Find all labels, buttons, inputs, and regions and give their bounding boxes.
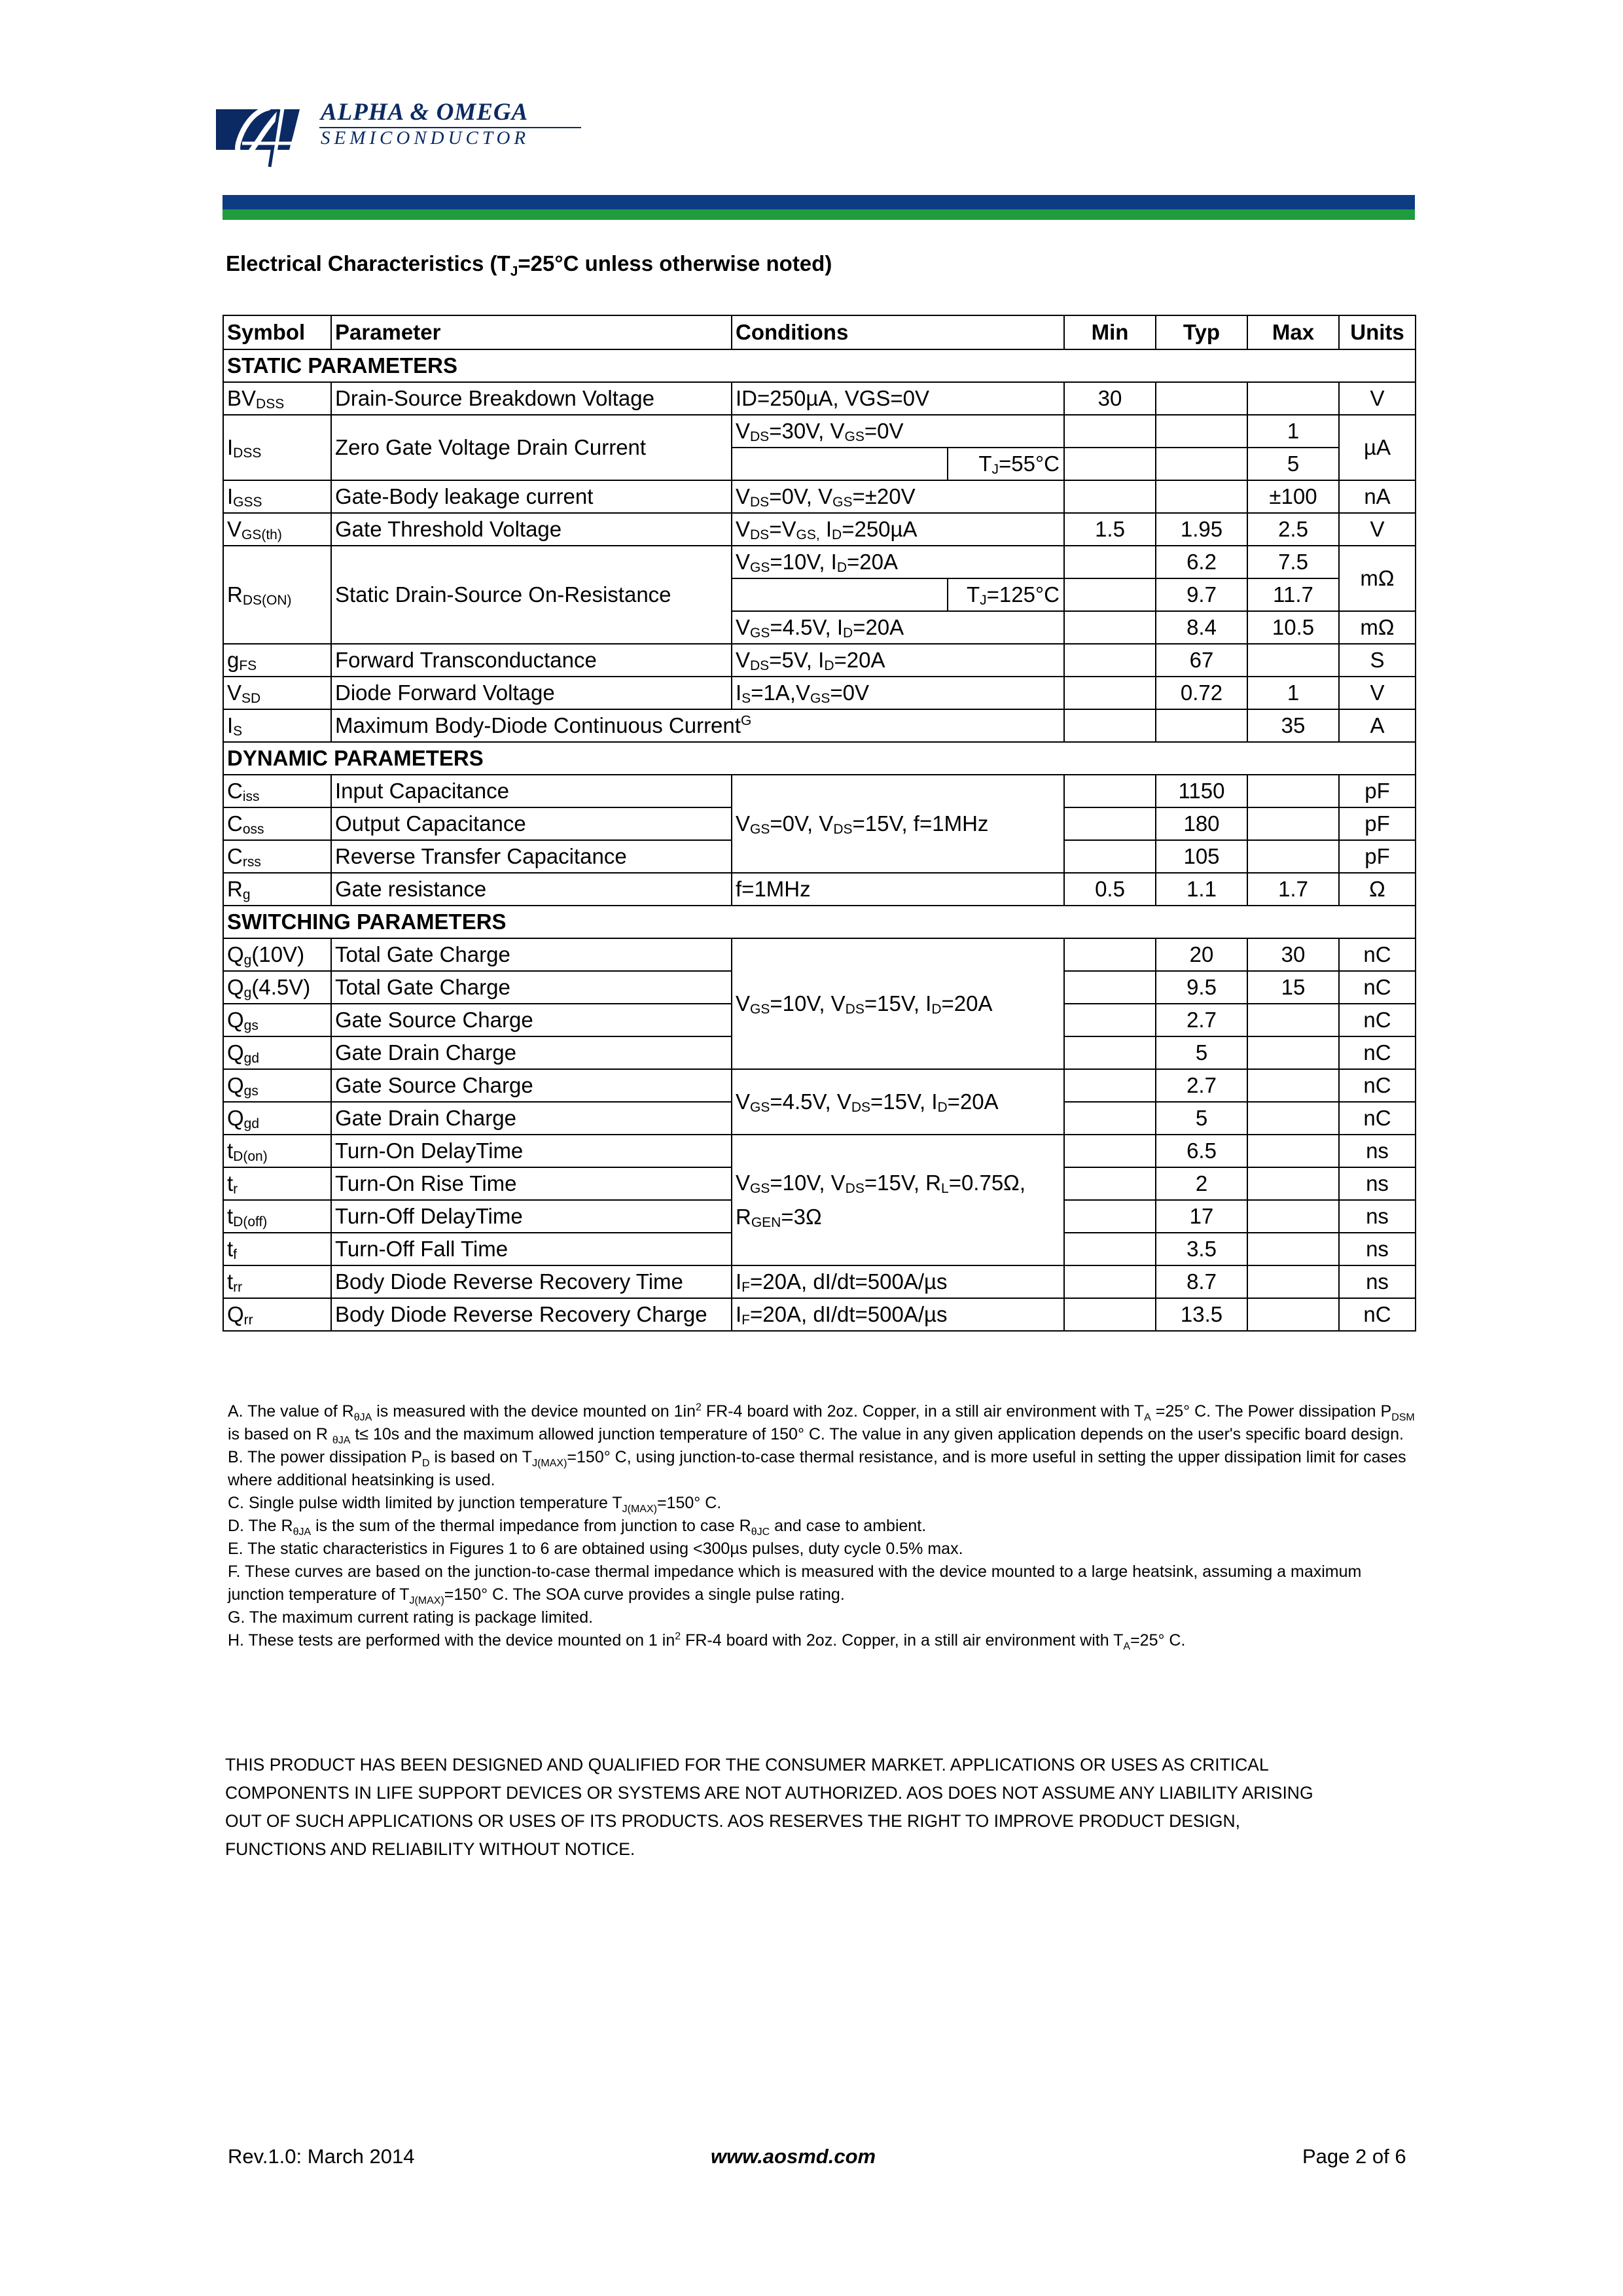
table-row xyxy=(223,415,1416,448)
max-cell xyxy=(1247,840,1339,873)
max-cell xyxy=(1247,1265,1339,1298)
parameter-cell: Zero Gate Voltage Drain Current xyxy=(331,415,732,480)
section-dynamic: DYNAMIC PARAMETERS xyxy=(223,742,1416,775)
max-cell xyxy=(1247,1102,1339,1135)
conditions-cell: $I_F=20A$, dI/dt=500A/µs xyxy=(732,1298,1064,1331)
max-cell: 10.5 xyxy=(1247,611,1339,644)
max-cell xyxy=(1247,644,1339,677)
conditions-cell: $V_{DS}=V_{GS,}$ $I_D=250\mu A$ xyxy=(732,513,1064,546)
conditions-cell: $V_{GS}=10V$, $V_{DS}=15V$, $I_D=20A$ xyxy=(732,938,1064,1069)
footer-revision: Rev.1.0: March 2014 xyxy=(228,2145,415,2168)
typ-cell: 9.5 xyxy=(1156,971,1247,1004)
symbol-cell: $t_{D(off)}$ xyxy=(223,1200,331,1233)
max-cell: 7.5 xyxy=(1247,546,1339,578)
typ-cell: 180 xyxy=(1156,807,1247,840)
min-cell xyxy=(1064,1233,1156,1265)
typ-cell xyxy=(1156,480,1247,513)
section-switching: SWITCHING PARAMETERS xyxy=(223,906,1416,938)
units-cell: ns xyxy=(1339,1265,1416,1298)
units-cell: ns xyxy=(1339,1200,1416,1233)
symbol-cell: $BV_{DSS}$ xyxy=(223,382,331,415)
header-units: Units xyxy=(1339,315,1416,349)
parameter-cell: Gate Drain Charge xyxy=(331,1102,732,1135)
disclaimer-line: COMPONENTS IN LIFE SUPPORT DEVICES OR SYSTEMS ARE NOT AUTHORIZED. AOS DOES NOT ASSUME ANY LIABILITY ARISING xyxy=(225,1783,1313,1803)
typ-cell xyxy=(1156,709,1247,742)
symbol-cell: $t_f$ xyxy=(223,1233,331,1265)
logo-brand-name: ALPHA & OMEGA xyxy=(321,99,529,126)
table-row xyxy=(223,1265,1416,1298)
units-cell: nC xyxy=(1339,1102,1416,1135)
typ-cell: 0.72 xyxy=(1156,677,1247,709)
max-cell xyxy=(1247,382,1339,415)
units-cell: Ω xyxy=(1339,873,1416,906)
note-a: A. The value of $R_{\theta JA}$ is measured with the device mounted on $1in^2$ FR-4 board with 2oz. Copper, in a still air environment with $T_A =25^\circ$ C. The Power dissipation $P_{DSM}$ is based on R $_{\theta JA}$ t≤ 10s and the maximum allowed junction temperature of 150° C. The value in any given application depends on the user's specific board design. xyxy=(228,1402,1415,1446)
min-cell xyxy=(1064,578,1156,611)
max-cell: 1 xyxy=(1247,415,1339,448)
table-row xyxy=(223,677,1416,709)
typ-cell: 2.7 xyxy=(1156,1004,1247,1036)
max-cell: 1.7 xyxy=(1247,873,1339,906)
symbol-cell: $I_S$ xyxy=(223,709,331,742)
symbol-cell: $t_{rr}$ xyxy=(223,1265,331,1298)
symbol-cell: $C_{rss}$ xyxy=(223,840,331,873)
max-cell xyxy=(1247,1069,1339,1102)
typ-cell: 3.5 xyxy=(1156,1233,1247,1265)
min-cell xyxy=(1064,448,1156,480)
symbol-cell: $V_{SD}$ xyxy=(223,677,331,709)
parameter-cell: Diode Forward Voltage xyxy=(331,677,732,709)
symbol-cell: $Q_{rr}$ xyxy=(223,1298,331,1331)
note-b: B. The power dissipation $P_D$ is based on $T_{J(MAX)}=150^\circ$ C, using junction-to-case thermal resistance, and is more useful in setting the upper dissipation limit for cases where additional heatsinking is used. xyxy=(228,1448,1406,1489)
max-cell xyxy=(1247,1200,1339,1233)
conditions-cell: $I_S=1A,V_{GS}=0V$ xyxy=(732,677,1064,709)
max-cell xyxy=(1247,1004,1339,1036)
header-band-green xyxy=(223,209,1415,220)
section-row xyxy=(223,742,1416,775)
units-cell: µA xyxy=(1339,415,1416,480)
units-cell: V xyxy=(1339,382,1416,415)
min-cell: 0.5 xyxy=(1064,873,1156,906)
parameter-cell: Gate Source Charge xyxy=(331,1004,732,1036)
min-cell xyxy=(1064,1200,1156,1233)
min-cell xyxy=(1064,644,1156,677)
table-row xyxy=(223,1069,1416,1102)
parameter-cell: Turn-Off Fall Time xyxy=(331,1233,732,1265)
typ-cell: 105 xyxy=(1156,840,1247,873)
typ-cell: 17 xyxy=(1156,1200,1247,1233)
max-cell: 5 xyxy=(1247,448,1339,480)
min-cell xyxy=(1064,1167,1156,1200)
table-row xyxy=(223,546,1416,578)
min-cell: 30 xyxy=(1064,382,1156,415)
typ-cell xyxy=(1156,448,1247,480)
header-typ: Typ xyxy=(1156,315,1247,349)
conditions-cell: ID=250µA, VGS=0V xyxy=(732,382,1064,415)
max-cell xyxy=(1247,1298,1339,1331)
max-cell xyxy=(1247,807,1339,840)
units-cell: S xyxy=(1339,644,1416,677)
typ-cell: 5 xyxy=(1156,1036,1247,1069)
typ-cell: 5 xyxy=(1156,1102,1247,1135)
symbol-cell: $g_{FS}$ xyxy=(223,644,331,677)
typ-cell: 8.4 xyxy=(1156,611,1247,644)
symbol-cell: $Q_g(10V)$ xyxy=(223,938,331,971)
symbol-cell: $R_g$ xyxy=(223,873,331,906)
section-row xyxy=(223,349,1416,382)
units-cell: ns xyxy=(1339,1135,1416,1167)
max-cell: 15 xyxy=(1247,971,1339,1004)
table-row xyxy=(223,480,1416,513)
table-row xyxy=(223,873,1416,906)
table-row xyxy=(223,709,1416,742)
units-cell: nC xyxy=(1339,1004,1416,1036)
typ-cell: 1150 xyxy=(1156,775,1247,807)
max-cell: 30 xyxy=(1247,938,1339,971)
symbol-cell: $t_r$ xyxy=(223,1167,331,1200)
typ-cell: 2.7 xyxy=(1156,1069,1247,1102)
parameter-cell: Total Gate Charge xyxy=(331,971,732,1004)
max-cell xyxy=(1247,1135,1339,1167)
units-cell: nC xyxy=(1339,971,1416,1004)
header-band-blue xyxy=(223,195,1415,209)
symbol-cell: $Q_{gs}$ xyxy=(223,1069,331,1102)
max-cell: 11.7 xyxy=(1247,578,1339,611)
symbol-cell: $Q_{gs}$ xyxy=(223,1004,331,1036)
conditions-cell: $V_{GS}=0V$, $V_{DS}=15V$, f=1MHz xyxy=(732,775,1064,873)
symbol-cell: $C_{oss}$ xyxy=(223,807,331,840)
disclaimer-line: OUT OF SUCH APPLICATIONS OR USES OF ITS PRODUCTS. AOS RESERVES THE RIGHT TO IMPROVE PRODUCT DESIGN, xyxy=(225,1811,1241,1831)
max-cell: 35 xyxy=(1247,709,1339,742)
conditions-cell: $V_{DS}=0V$, $V_{GS}=\pm 20V$ xyxy=(732,480,1064,513)
parameter-cell: Gate-Body leakage current xyxy=(331,480,732,513)
min-cell xyxy=(1064,775,1156,807)
min-cell xyxy=(1064,677,1156,709)
min-cell xyxy=(1064,709,1156,742)
conditions-cell: $I_F=20A$, dI/dt=500A/µs xyxy=(732,1265,1064,1298)
symbol-cell: $R_{DS(ON)}$ xyxy=(223,546,331,644)
parameter-cell: Gate Threshold Voltage xyxy=(331,513,732,546)
parameter-cell: Maximum Body-Diode Continuous Current$^G$ xyxy=(331,709,1064,742)
table-row xyxy=(223,513,1416,546)
units-cell: mΩ xyxy=(1339,546,1416,611)
units-cell: nC xyxy=(1339,1069,1416,1102)
units-cell: nC xyxy=(1339,1036,1416,1069)
header-parameter: Parameter xyxy=(331,315,732,349)
header-conditions: Conditions xyxy=(732,315,1064,349)
logo-subtitle: SEMICONDUCTOR xyxy=(321,128,530,149)
conditions-cell: $T_J=125^\circ C$ xyxy=(948,578,1064,611)
parameter-cell: Turn-On Rise Time xyxy=(331,1167,732,1200)
footnotes xyxy=(228,1400,1419,1652)
typ-cell: 2 xyxy=(1156,1167,1247,1200)
conditions-cell: $T_J=55^\circ C$ xyxy=(948,448,1064,480)
parameter-cell: Total Gate Charge xyxy=(331,938,732,971)
parameter-cell: Gate Source Charge xyxy=(331,1069,732,1102)
max-cell xyxy=(1247,775,1339,807)
note-f: F. These curves are based on the junction-to-case thermal impedance which is measured with the device mounted to a large heatsink, assuming a maximum junction temperature of $T_{J(MAX)}=150^\circ$ C. The SOA curve provides a single pulse rating. xyxy=(228,1563,1362,1606)
min-cell xyxy=(1064,971,1156,1004)
footer-page-number: Page 2 of 6 xyxy=(1302,2145,1406,2168)
min-cell xyxy=(1064,840,1156,873)
min-cell xyxy=(1064,807,1156,840)
typ-cell: 8.7 xyxy=(1156,1265,1247,1298)
section-static: STATIC PARAMETERS xyxy=(223,349,1416,382)
min-cell xyxy=(1064,1069,1156,1102)
electrical-characteristics-table xyxy=(223,315,1416,1332)
max-cell xyxy=(1247,1167,1339,1200)
note-d: D. The $R_{\theta JA}$ is the sum of the thermal impedance from junction to case $R_{\theta JC}$ and case to ambient. xyxy=(228,1517,927,1538)
units-cell: A xyxy=(1339,709,1416,742)
min-cell xyxy=(1064,611,1156,644)
units-cell: ns xyxy=(1339,1233,1416,1265)
max-cell xyxy=(1247,1036,1339,1069)
note-h: H. These tests are performed with the device mounted on 1 $in^2$ FR-4 board with 2oz. Copper, in a still air environment with $T_A=25^\circ$ C. xyxy=(228,1631,1186,1652)
table-row xyxy=(223,775,1416,807)
symbol-cell: $I_{DSS}$ xyxy=(223,415,331,480)
min-cell: 1.5 xyxy=(1064,513,1156,546)
conditions-cell: $V_{GS}=10V$, $I_D=20A$ xyxy=(732,546,1064,578)
units-cell: nC xyxy=(1339,938,1416,971)
typ-cell: 6.2 xyxy=(1156,546,1247,578)
conditions-cell-blank xyxy=(732,448,948,480)
min-cell xyxy=(1064,1135,1156,1167)
min-cell xyxy=(1064,938,1156,971)
note-e: E. The static characteristics in Figures 1 to 6 are obtained using <300µs pulses, duty cycle 0.5% max. xyxy=(228,1540,963,1558)
symbol-cell: $V_{GS(th)}$ xyxy=(223,513,331,546)
parameter-cell: Gate resistance xyxy=(331,873,732,906)
min-cell xyxy=(1064,546,1156,578)
typ-cell: 1.1 xyxy=(1156,873,1247,906)
page-title: Electrical Characteristics ($T_J=25^\circ C$ unless otherwise noted) xyxy=(226,251,832,279)
min-cell xyxy=(1064,415,1156,448)
table-row xyxy=(223,1135,1416,1167)
table-header-row xyxy=(223,315,1416,349)
symbol-cell: $Q_{gd}$ xyxy=(223,1036,331,1069)
header-max: Max xyxy=(1247,315,1339,349)
max-cell: ±100 xyxy=(1247,480,1339,513)
units-cell: pF xyxy=(1339,840,1416,873)
section-row xyxy=(223,906,1416,938)
units-cell: pF xyxy=(1339,807,1416,840)
units-cell: V xyxy=(1339,513,1416,546)
min-cell xyxy=(1064,480,1156,513)
conditions-cell-blank xyxy=(732,578,948,611)
typ-cell: 67 xyxy=(1156,644,1247,677)
typ-cell: 6.5 xyxy=(1156,1135,1247,1167)
conditions-cell: $V_{GS}=10V$, $V_{DS}=15V$, $R_L=0.75\Omega$, $R_{GEN}=3\Omega$ xyxy=(732,1135,1064,1265)
conditions-cell: $V_{GS}=4.5V$, $I_D=20A$ xyxy=(732,611,1064,644)
disclaimer-line: FUNCTIONS AND RELIABILITY WITHOUT NOTICE. xyxy=(225,1839,635,1859)
symbol-cell: $t_{D(on)}$ xyxy=(223,1135,331,1167)
units-cell: nC xyxy=(1339,1298,1416,1331)
min-cell xyxy=(1064,1298,1156,1331)
units-cell: nA xyxy=(1339,480,1416,513)
max-cell: 2.5 xyxy=(1247,513,1339,546)
typ-cell: 20 xyxy=(1156,938,1247,971)
typ-cell xyxy=(1156,415,1247,448)
parameter-cell: Forward Transconductance xyxy=(331,644,732,677)
typ-cell: 1.95 xyxy=(1156,513,1247,546)
note-c: C. Single pulse width limited by junction temperature $T_{J(MAX)}=150^\circ$ C. xyxy=(228,1494,722,1515)
table-row xyxy=(223,644,1416,677)
min-cell xyxy=(1064,1004,1156,1036)
symbol-cell: $Q_{gd}$ xyxy=(223,1102,331,1135)
parameter-cell: Body Diode Reverse Recovery Time xyxy=(331,1265,732,1298)
parameter-cell: Output Capacitance xyxy=(331,807,732,840)
footer-website-link[interactable]: www.aosmd.com xyxy=(711,2145,876,2168)
units-cell: ns xyxy=(1339,1167,1416,1200)
parameter-cell: Reverse Transfer Capacitance xyxy=(331,840,732,873)
disclaimer-line: THIS PRODUCT HAS BEEN DESIGNED AND QUALIFIED FOR THE CONSUMER MARKET. APPLICATIONS OR USES AS CRITICAL xyxy=(225,1755,1269,1775)
header-symbol: Symbol xyxy=(223,315,331,349)
units-cell: V xyxy=(1339,677,1416,709)
disclaimer xyxy=(225,1751,1403,1863)
min-cell xyxy=(1064,1102,1156,1135)
min-cell xyxy=(1064,1265,1156,1298)
parameter-cell: Turn-Off DelayTime xyxy=(331,1200,732,1233)
parameter-cell: Gate Drain Charge xyxy=(331,1036,732,1069)
conditions-cell: $V_{DS}=5V$, $I_D=20A$ xyxy=(732,644,1064,677)
typ-cell: 13.5 xyxy=(1156,1298,1247,1331)
parameter-cell: Body Diode Reverse Recovery Charge xyxy=(331,1298,732,1331)
max-cell xyxy=(1247,1233,1339,1265)
symbol-cell: $I_{GSS}$ xyxy=(223,480,331,513)
symbol-cell: $Q_g(4.5V)$ xyxy=(223,971,331,1004)
header-min: Min xyxy=(1064,315,1156,349)
parameter-cell: Input Capacitance xyxy=(331,775,732,807)
units-cell: mΩ xyxy=(1339,611,1416,644)
company-logo xyxy=(216,103,308,168)
typ-cell: 9.7 xyxy=(1156,578,1247,611)
conditions-cell: f=1MHz xyxy=(732,873,1064,906)
typ-cell xyxy=(1156,382,1247,415)
conditions-cell: $V_{GS}=4.5V$, $V_{DS}=15V$, $I_D=20A$ xyxy=(732,1069,1064,1135)
note-g: G. The maximum current rating is package limited. xyxy=(228,1608,594,1627)
max-cell: 1 xyxy=(1247,677,1339,709)
parameter-cell: Turn-On DelayTime xyxy=(331,1135,732,1167)
conditions-cell: $V_{DS}=30V$, $V_{GS}=0V$ xyxy=(732,415,1064,448)
table-row xyxy=(223,1298,1416,1331)
min-cell xyxy=(1064,1036,1156,1069)
symbol-cell: $C_{iss}$ xyxy=(223,775,331,807)
parameter-cell: Drain-Source Breakdown Voltage xyxy=(331,382,732,415)
table-row xyxy=(223,938,1416,971)
parameter-cell: Static Drain-Source On-Resistance xyxy=(331,546,732,644)
units-cell: pF xyxy=(1339,775,1416,807)
table-row xyxy=(223,382,1416,415)
